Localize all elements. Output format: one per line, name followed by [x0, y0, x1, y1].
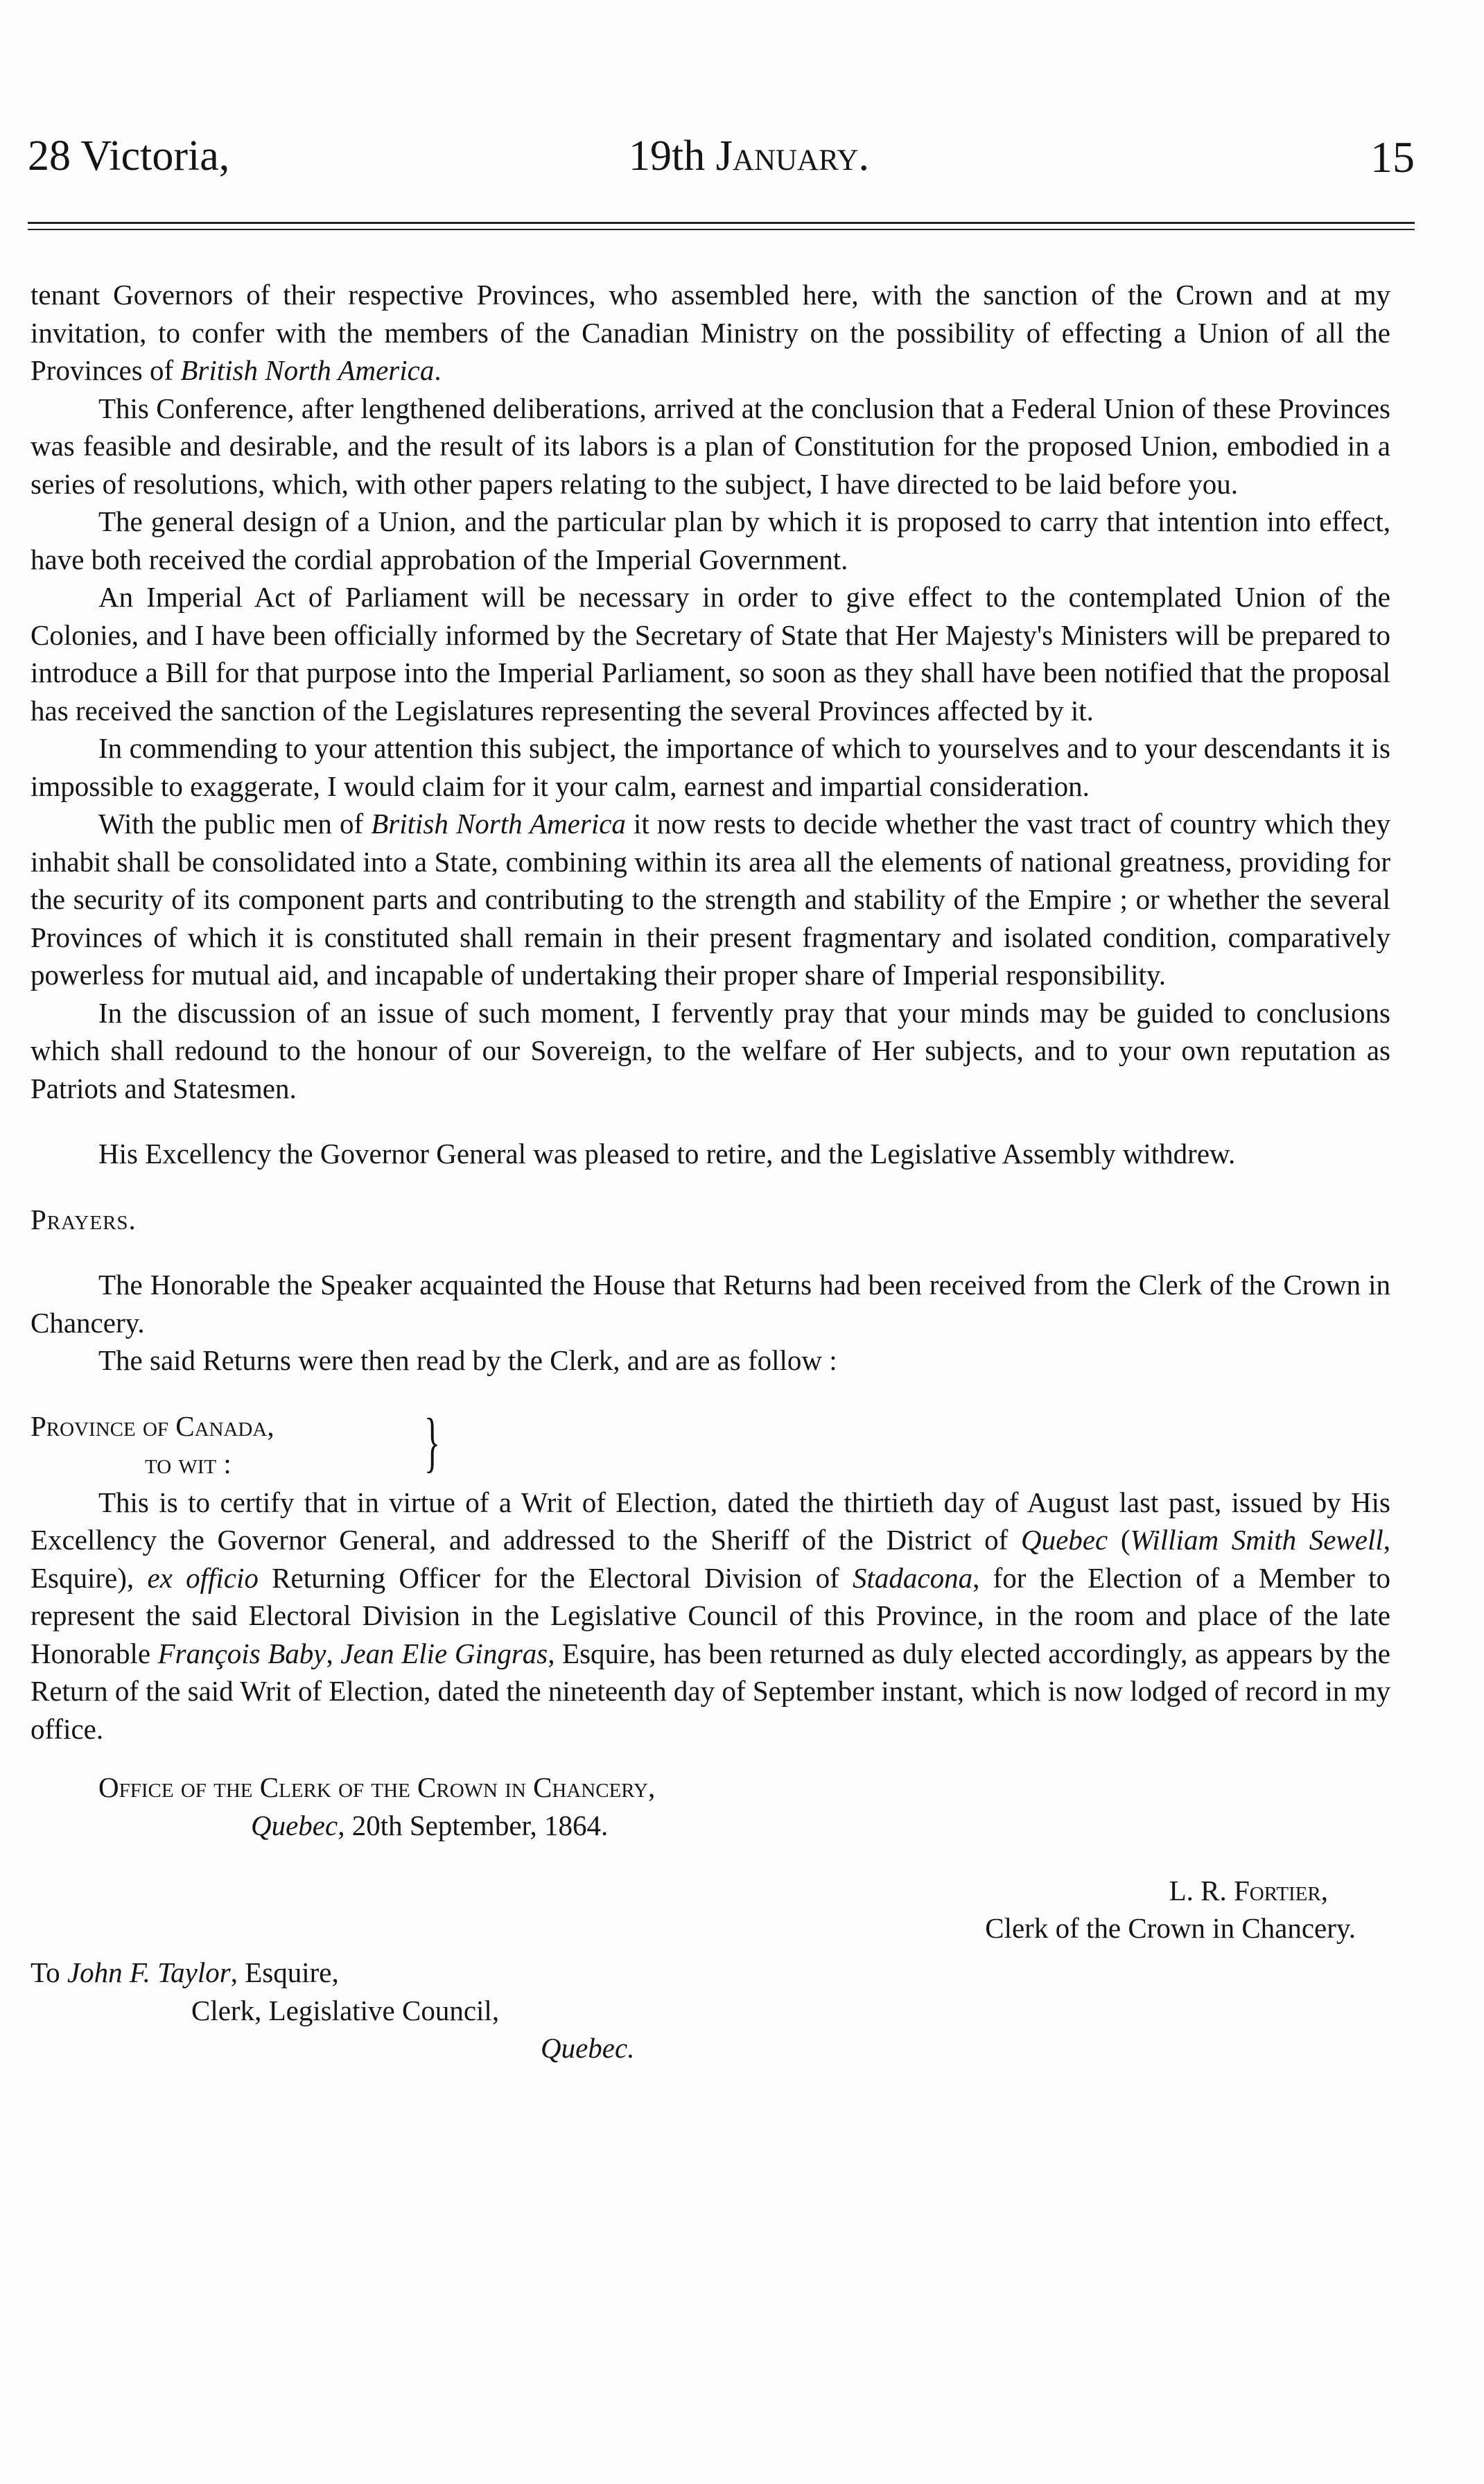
- paragraph-2: This Conference, after lengthened deliberations, arrived at the conclusion that a Federal Union of these Provinces was feasible and desirable, and the result of its labors is a plan of Constitution for the proposed Union, embodied in a series of resolutions, which, with other papers relating to the subject, I have directed to be laid before you.: [30, 392, 1390, 500]
- page-body: [30, 276, 1390, 2067]
- date-rest: , 20th September, 1864.: [338, 1809, 609, 1841]
- brace-glyph: }: [424, 1404, 441, 1479]
- cert-text-2: (: [1108, 1524, 1131, 1556]
- to-suffix: , Esquire,: [230, 1956, 339, 1988]
- header-day: 19th: [629, 132, 706, 180]
- to-place: Quebec.: [541, 2032, 635, 2064]
- p1-italic: British North America: [180, 354, 435, 386]
- province-line-2: to wit :: [145, 1447, 232, 1479]
- to-prefix: To: [30, 1956, 67, 1988]
- paragraph-9: The Honorable the Speaker acquainted the House that Returns had been received from the Clerk of the Crown in Chancery.: [30, 1269, 1390, 1339]
- addressee-line: [30, 1954, 1390, 1992]
- signature-title: Clerk of the Crown in Chancery.: [985, 1912, 1356, 1944]
- date-place: Quebec: [251, 1809, 338, 1841]
- header-rule-bottom: [28, 229, 1415, 230]
- paragraph-7: In the discussion of an issue of such moment, I fervently pray that your minds may be guided to conclusions which shall redound to the honour of our Sovereign, to the welfare of Her subjects, and to your own reputation as Patriots and Statesmen.: [30, 996, 1390, 1104]
- cert-italic-6: Jean Elie Gingras: [340, 1637, 548, 1669]
- p6-italic: British North America: [371, 808, 626, 840]
- addressee-office: Clerk, Legislative Council,: [191, 1994, 500, 2026]
- cert-italic-2: William Smith Sewell: [1130, 1524, 1383, 1556]
- paragraph-1: [30, 276, 1390, 390]
- header-rule-top: [28, 222, 1415, 224]
- cert-italic-4: Stadacona: [853, 1561, 973, 1594]
- p6-text-a: With the public men of: [98, 808, 372, 840]
- header-date: [28, 132, 1415, 181]
- page-header: [28, 132, 1415, 208]
- addressee-place: [30, 2029, 1390, 2067]
- cert-italic-3: ex officio: [147, 1561, 259, 1594]
- paragraph-10: The said Returns were then read by the Clerk, and are as follow :: [98, 1344, 837, 1376]
- paragraph-8: His Excellency the Governor General was pleased to retire, and the Legislative Assembly withdrew.: [98, 1138, 1236, 1170]
- to-name: John F. Taylor: [67, 1956, 231, 1988]
- cert-italic-5: François Baby: [157, 1637, 326, 1669]
- cert-text-1: This is to certify that in virtue of a Writ of Election, dated the thirtieth day of August last past, issued by His Excellency the Governor General, and addressed to the Sheriff of the District of: [30, 1486, 1390, 1556]
- cert-text-4: Returning Officer for the Electoral Division of: [258, 1561, 853, 1594]
- cert-text-6: ,: [326, 1637, 341, 1669]
- header-month: January.: [715, 132, 869, 180]
- office-line: Office of the Clerk of the Crown in Chancery,: [98, 1771, 656, 1803]
- prayers-heading: Prayers.: [30, 1203, 137, 1235]
- cert-text-7: , Esquire, has been returned as duly elected accordingly, as appears by the Return of the said Writ of Election, dated the nineteenth day of September instant, which is now lodged of record in my office.: [30, 1637, 1390, 1745]
- p1-text-b: .: [434, 354, 442, 386]
- certificate-paragraph: [30, 1484, 1390, 1748]
- page-number: 15: [1370, 132, 1415, 182]
- paragraph-4: An Imperial Act of Parliament will be necessary in order to give effect to the contemplated Union of the Colonies, and I have been officially informed by the Secretary of State that Her Majesty's Ministers will be prepared to introduce a Bill for that purpose into the Imperial Parliament, so soon as they shall have been notified that the proposal has received the sanction of the Legislatures representing the several Provinces affected by it.: [30, 581, 1390, 727]
- p6-text-b: it now rests to decide whether the vast tract of country which they inhabit shall be consolidated into a State, combining within its area all the elements of national greatness, providing for the security of its component parts and contributing to the strength and stability of the Empire ; or whether the several Provinces of which it is constituted shall remain in their present fragmentary and isolated condition, comparatively powerless for mutual aid, and incapable of undertaking their proper share of Imperial responsibility.: [30, 808, 1390, 991]
- province-line-1: Province of Canada,: [30, 1409, 274, 1442]
- session-label: 28 Victoria,: [28, 132, 230, 180]
- date-line: [30, 1807, 1390, 1845]
- p1-text-a: tenant Governors of their respective Provinces, who assembled here, with the sanction of the Crown and at my invitation, to confer with the members of the Canadian Ministry on the possibility of effecting a Union of all the Provinces of: [30, 279, 1390, 386]
- paragraph-3: The general design of a Union, and the particular plan by which it is proposed to carry that intention into effect, have both received the cordial approbation of the Imperial Government.: [30, 505, 1390, 575]
- cert-text-3: , Esquire),: [30, 1524, 1390, 1594]
- paragraph-5: In commending to your attention this subject, the importance of which to yourselves and to your descendants it is impossible to exaggerate, I would claim for it your calm, earnest and impartial consideration.: [30, 732, 1390, 802]
- cert-italic-1: Quebec: [1020, 1524, 1108, 1556]
- cert-text-5: , for the Election of a Member to represent the said Electoral Division in the Legislative Council of this Province, in the room and place of the late Honorable: [30, 1561, 1390, 1669]
- signature-block: [30, 1872, 1390, 1954]
- province-block: [30, 1404, 1390, 1484]
- paragraph-6: [30, 805, 1390, 994]
- signature-name: L. R. Fortier,: [1169, 1875, 1328, 1907]
